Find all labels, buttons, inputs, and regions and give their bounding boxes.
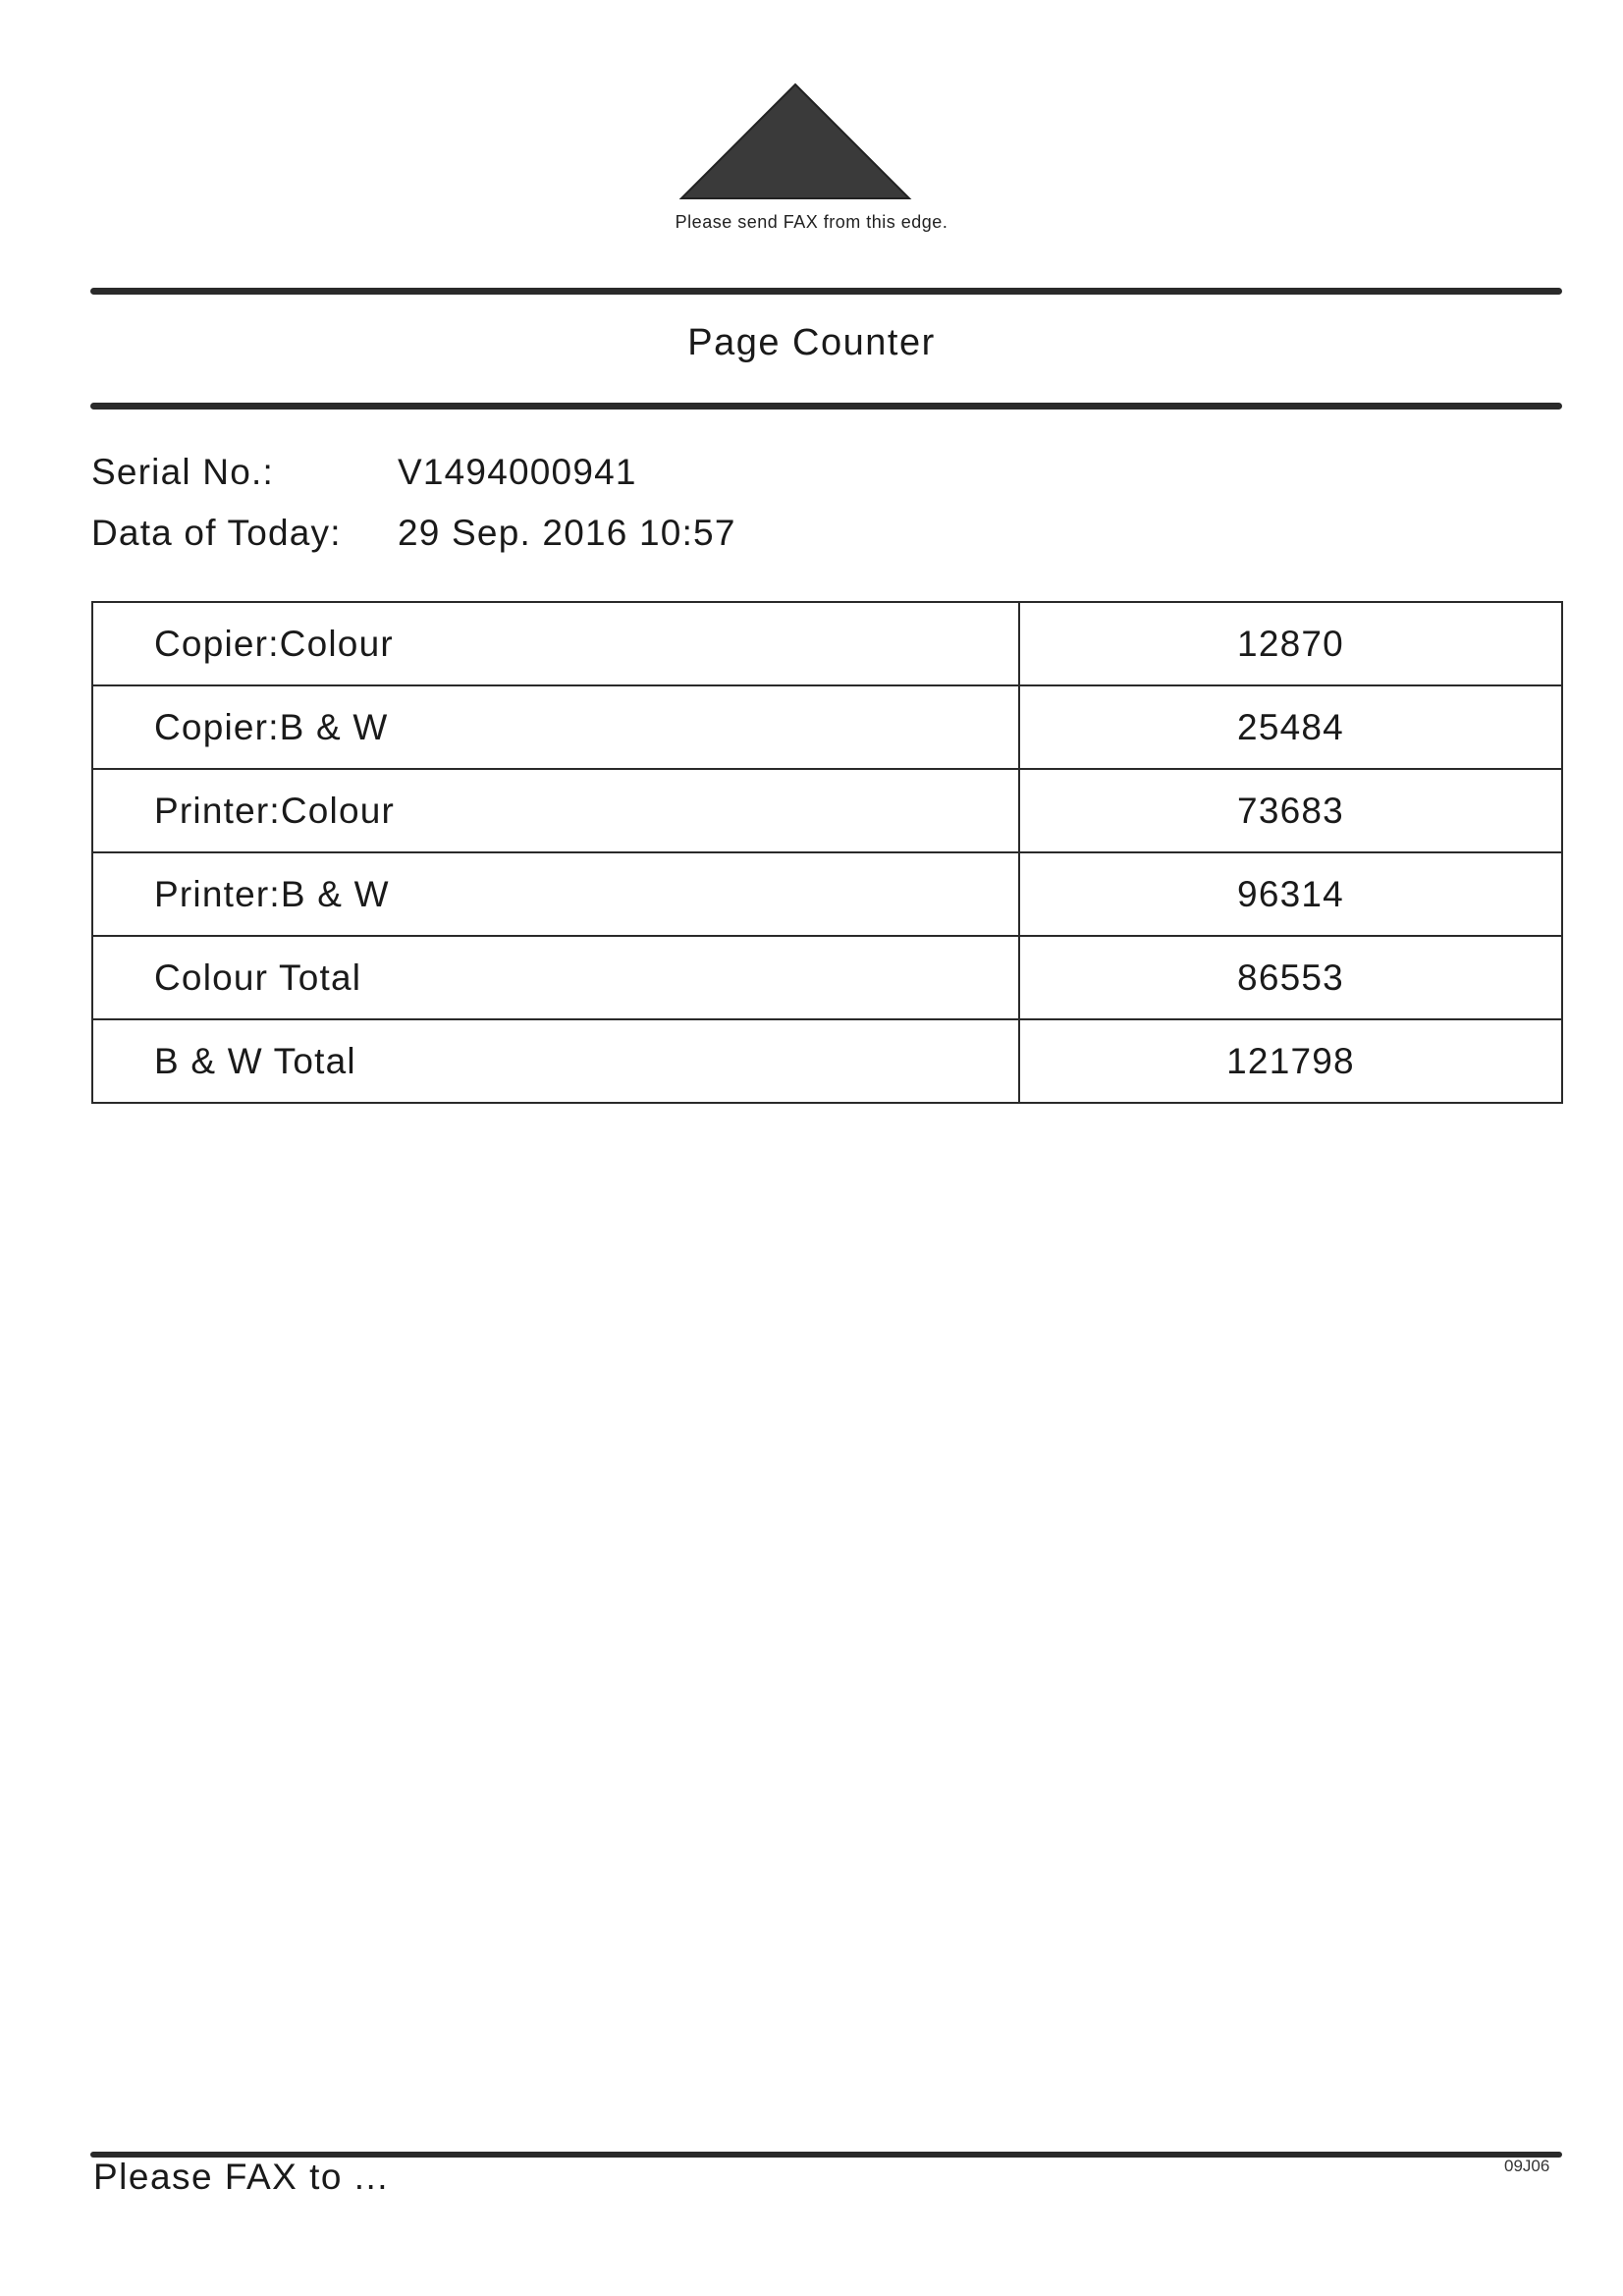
serial-number-value: V1494000941: [398, 452, 637, 492]
date-label: Data of Today:: [91, 513, 342, 553]
counter-value: 86553: [1019, 936, 1562, 1019]
table-row: [92, 1019, 1562, 1103]
fax-edge-triangle-icon: [677, 82, 913, 200]
counter-table: [91, 601, 1563, 1104]
counter-value: 121798: [1019, 1019, 1562, 1103]
counter-label: Copier:B & W: [92, 685, 1019, 769]
serial-number-label: Serial No.:: [91, 452, 274, 492]
counter-label: Printer:B & W: [92, 852, 1019, 936]
fax-edge-note: Please send FAX from this edge.: [675, 212, 948, 232]
counter-label: Printer:Colour: [92, 769, 1019, 852]
counter-value: 12870: [1019, 602, 1562, 685]
table-row: [92, 602, 1562, 685]
counter-label: B & W Total: [92, 1019, 1019, 1103]
counter-value: 96314: [1019, 852, 1562, 936]
top-divider: [90, 288, 1562, 295]
form-code: 09J06: [1504, 2157, 1550, 2175]
counter-value: 25484: [1019, 685, 1562, 769]
fax-to-line: Please FAX to ...: [93, 2157, 390, 2197]
table-row: [92, 936, 1562, 1019]
counter-label: Copier:Colour: [92, 602, 1019, 685]
counter-label: Colour Total: [92, 936, 1019, 1019]
counter-value: 73683: [1019, 769, 1562, 852]
table-row: [92, 685, 1562, 769]
table-row: [92, 852, 1562, 936]
table-row: [92, 769, 1562, 852]
date-value: 29 Sep. 2016 10:57: [398, 513, 736, 553]
page-title: Page Counter: [687, 322, 936, 363]
title-divider: [90, 403, 1562, 410]
